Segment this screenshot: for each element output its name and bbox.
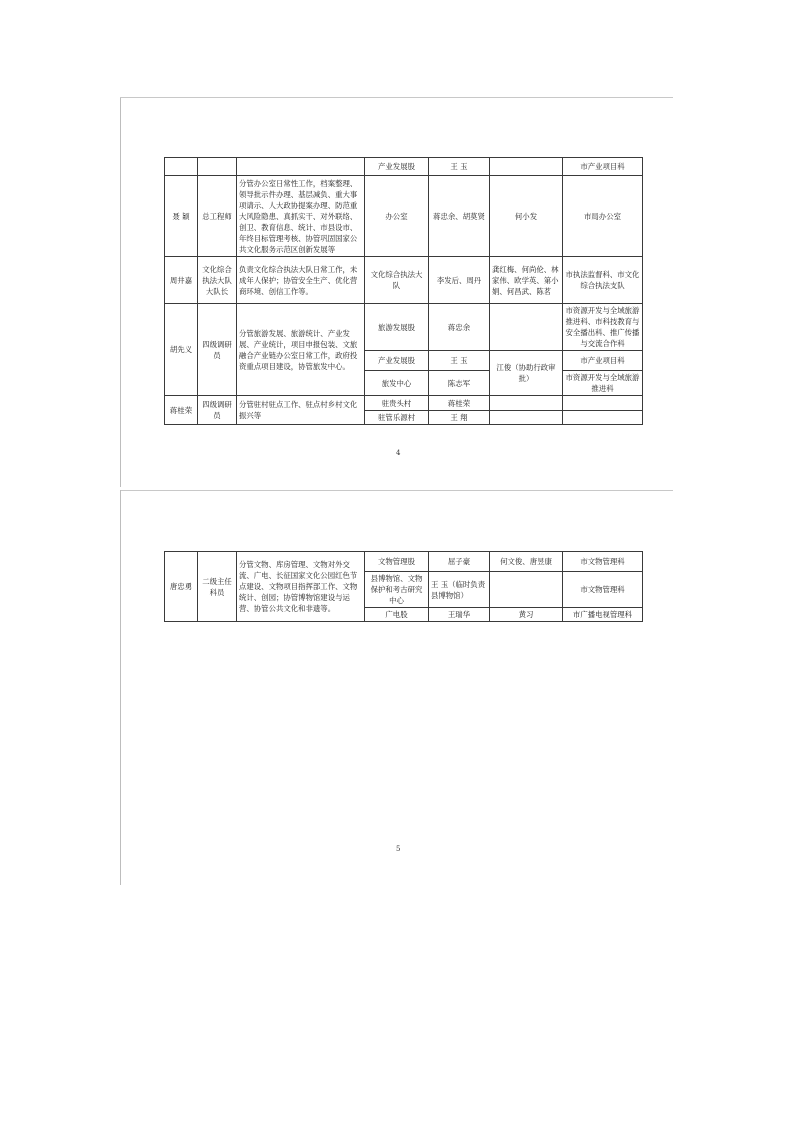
title-cell: 文化综合执法大队大队长 (198, 257, 237, 304)
title-cell: 四级调研员 (198, 304, 237, 396)
staff-cell (490, 304, 563, 351)
city-counterpart-cell: 市产业项目科 (563, 158, 643, 176)
page-number: 4 (396, 449, 401, 457)
section-cell: 文物管理股 (365, 552, 429, 572)
duty-cell: 分管驻村驻点工作、驻点村乡村文化振兴等 (237, 396, 365, 425)
table-row (165, 257, 643, 304)
leader-cell: 王 玉 (429, 351, 490, 371)
name-cell: 周井嘉 (165, 257, 198, 304)
section-cell: 驻贵头村 (365, 396, 429, 411)
title-cell (198, 158, 237, 176)
city-counterpart-cell: 市文物管理科 (563, 552, 643, 572)
section-cell: 县博物馆、文物保护和考古研究中心 (365, 572, 429, 608)
leader-cell: 王瑞华 (429, 608, 490, 622)
name-cell: 聂 颖 (165, 176, 198, 257)
staff-cell: 何小发 (490, 176, 563, 257)
city-counterpart-cell: 市资源开发与全域旅游推进科 (563, 371, 643, 396)
staff-cell: 江俊（协助行政审批） (490, 351, 563, 396)
leader-cell: 蒋桂荣 (429, 396, 490, 411)
section-cell: 旅发中心 (365, 371, 429, 396)
leader-cell: 王 玉（临时负责县博物馆） (429, 572, 490, 608)
section-cell: 驻管乐源村 (365, 411, 429, 425)
leader-cell: 王 翔 (429, 411, 490, 425)
page-2-duty-table (164, 551, 643, 622)
title-cell: 总工程师 (198, 176, 237, 257)
page-1-duty-table (164, 157, 643, 425)
staff-cell (490, 411, 563, 425)
title-cell: 四级调研员 (198, 396, 237, 425)
section-cell: 文化综合执法大队 (365, 257, 429, 304)
section-cell: 旅游发展股 (365, 304, 429, 351)
page-break-line (120, 490, 673, 491)
section-cell: 办公室 (365, 176, 429, 257)
leader-cell: 王 玉 (429, 158, 490, 176)
staff-cell (490, 396, 563, 411)
staff-cell: 黄习 (490, 608, 563, 622)
city-counterpart-cell (563, 396, 643, 411)
page-number: 5 (396, 845, 401, 853)
page-2-left-edge (120, 490, 121, 885)
name-cell (165, 158, 198, 176)
page-1-top-edge (120, 97, 673, 98)
name-cell: 唐忠勇 (165, 552, 198, 622)
city-counterpart-cell: 市局办公室 (563, 176, 643, 257)
duty-cell: 分管旅游发展、旅游统计、产业发展、产业统计，项目申报包装、文旅融合产业链办公室日常工作，政府投资重点项目建设，协管旅发中心。 (237, 304, 365, 396)
city-counterpart-cell: 市执法监督科、市文化综合执法支队 (563, 257, 643, 304)
leader-cell: 李发后、周丹 (429, 257, 490, 304)
staff-cell (490, 158, 563, 176)
table-row (165, 176, 643, 257)
table-row (165, 304, 643, 351)
name-cell: 蒋桂荣 (165, 396, 198, 425)
leader-cell: 陈志军 (429, 371, 490, 396)
staff-cell: 龚红梅、何尚伦、林家伟、欧学英、第小娟、何昌武、陈茗 (490, 257, 563, 304)
city-counterpart-cell: 市资源开发与全域旅游推进科、市科技教育与安全播出科、推广传播与交流合作科 (563, 304, 643, 351)
city-counterpart-cell: 市产业项目科 (563, 351, 643, 371)
city-counterpart-cell: 市文物管理科 (563, 572, 643, 608)
table-row (165, 158, 643, 176)
table-row (165, 396, 643, 411)
section-cell: 产业发展股 (365, 158, 429, 176)
page-1-left-edge (120, 97, 121, 487)
section-cell: 产业发展股 (365, 351, 429, 371)
leader-cell: 蒋忠余 (429, 304, 490, 351)
section-cell: 广电股 (365, 608, 429, 622)
title-cell: 二级主任科员 (198, 552, 237, 622)
duty-cell: 分管办公室日常性工作，档案整理、领导批示件办理、基层减负、重大事项请示、人大政协提案办理、防范重大风险隐患、真抓实干、对外联络、创卫、教育信息、统计、市县设市、年终目标管理考核、协管巩固国家公共文化服务示范区创新发展等 (237, 176, 365, 257)
duty-cell (237, 158, 365, 176)
duty-cell: 负责文化综合执法大队日常工作，未成年人保护；协管安全生产、优化营商环境、创信工作等。 (237, 257, 365, 304)
city-counterpart-cell: 市广播电视管理科 (563, 608, 643, 622)
name-cell: 胡先义 (165, 304, 198, 396)
duty-cell: 分管文物、库房管理、文物对外交流、广电、长征国家文化公园红色节点建设、文物项目指挥部工作、文物统计、创园；协管博物馆建设与运营、协管公共文化和非遗等。 (237, 552, 365, 622)
city-counterpart-cell (563, 411, 643, 425)
leader-cell: 蒋忠余、胡莫贤 (429, 176, 490, 257)
staff-cell (490, 572, 563, 608)
staff-cell: 何文俊、唐昱康 (490, 552, 563, 572)
leader-cell: 屈子豪 (429, 552, 490, 572)
table-row (165, 552, 643, 572)
